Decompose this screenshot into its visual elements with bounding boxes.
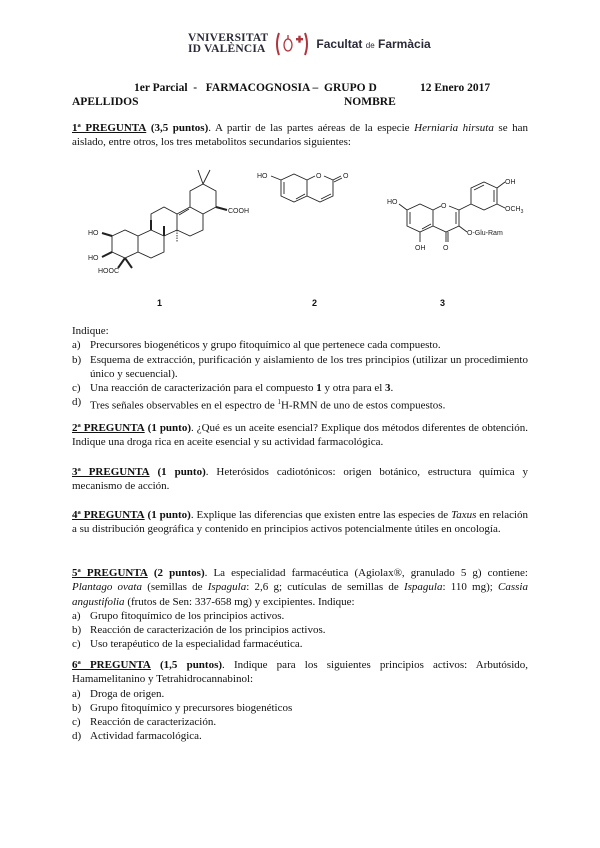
label-ho: HO [387,199,398,206]
label-o-ring: O [316,173,322,180]
university-line2: ID VALÈNCIA [188,43,266,55]
item-text: Esquema de extracción, purificación y aislamiento de los tres principios (utilizar un procedimiento único y secuencial). [90,353,528,380]
item-label: b) [72,353,82,366]
question-6-text: . Indique para los siguientes principios activos: Arbutósido, Hamamelitanino y Tetrahidrocannabinol: [72,659,529,686]
university-name [188,33,268,55]
item-label: d) [72,730,82,743]
item-text: Reacción de caracterización. [90,716,217,729]
question-1-title: 1ª PREGUNTA [72,122,147,134]
item-text-a: Tres señales observables en el espectro de [90,400,278,413]
university-logo [188,30,431,58]
task-item [72,701,528,715]
question-3-title: 3ª PREGUNTA [72,466,150,478]
item-text: Grupo fitoquímico de los principios activos. [90,609,285,622]
structure-2-number: 2 [312,298,318,308]
question-5-title: 5ª PREGUNTA [72,567,148,579]
question-4-text-a: . Explique las diferencias que existen entre las especies de [190,509,452,521]
task-item [72,609,528,623]
nombre-label: NOMBRE [344,96,396,108]
item-text-c: . [390,382,394,395]
q5-text-4: : 110 mg); [442,581,499,594]
item-label: c) [72,638,81,651]
label-o-carbonyl: O [443,245,449,252]
task-item [72,729,528,743]
question-3-text: . Heterósidos cadiotónicos: origen botánico, estructura química y mecanismo de acción. [72,466,529,493]
item-label: b) [72,624,82,637]
structure-1-number: 1 [157,298,163,308]
exam-title: 1er Parcial - FARMACOGNOSIA – GRUPO D [134,82,377,94]
faculty-name [316,37,430,51]
structure-1-triterpene [70,160,260,300]
task-item [72,623,528,637]
item-text: Grupo fitoquímico y precursores biogenéticos [90,701,293,714]
faculty-word2: de [365,41,375,50]
item-label: c) [72,382,81,395]
exam-date: 12 Enero 2017 [420,82,491,94]
structure-3-flavonol [385,168,545,278]
question-2 [72,421,528,450]
item-text-b: y otra para el [321,382,386,395]
label-o-carbonyl: O [343,173,349,180]
question-1-text-b: se han aislado, entre otros, los tres metabolitos secundarios siguientes: [72,122,529,149]
q5-text-3: : 2,6 g; cutículas de semillas de [246,581,404,594]
label-hooc: HOOC [98,268,119,275]
item-label: b) [72,701,82,714]
question-4-title: 4ª PREGUNTA [72,509,145,521]
question-1 [72,121,528,150]
apellidos-label: APELLIDOS [72,96,139,108]
faculty-crest-icon [274,31,310,57]
label-ho-1: HO [88,230,99,237]
label-cooh: COOH [228,208,249,215]
task-item [72,715,528,729]
university-line1: VNIVERSITAT [188,32,269,44]
label-o-ring: O [441,203,447,210]
label-ho: HO [257,173,268,180]
faculty-word3: Farmàcia [378,37,431,51]
label-och3: $OCH_3$ [505,206,524,215]
faculty-word1: Facultat [316,37,363,51]
question-4-points: (1 punto) [147,509,191,521]
question-3-points: (1 punto) [157,466,206,478]
question-4-text-b: en relación a su distribución geográfica y contenido en principios activos potencialmente útiles en oncología. [72,509,529,536]
question-3 [72,465,528,494]
question-1-tasks [72,324,528,413]
ispagula-1: Ispagula [207,581,247,594]
question-2-text: . ¿Qué es un aceite esencial? Explique dos métodos diferentes de obtención. Indique una droga rica en aceite esencial y su actividad farmacológica. [72,422,528,449]
item-text-a: Una reacción de caracterización para el compuesto [90,382,317,395]
compound-ref-1: 1 [316,382,322,395]
species-plantago: Plantago ovata [72,581,142,594]
item-label: a) [72,687,81,700]
label-o-glu-ram: O-Glu-Ram [467,230,503,237]
item-text: Actividad farmacológica. [90,730,202,743]
q5-text-5: (frutos de Sen: 337-658 mg) y excipientes. Indique: [124,595,355,608]
task-item [72,395,528,413]
item-text: Precursores biogenéticos y grupo fitoquímico al que pertenece cada compuesto. [90,339,441,352]
question-4 [72,508,528,537]
question-6-title: 6ª PREGUNTA [72,659,151,671]
question-6 [72,658,528,744]
compound-ref-3: 3 [385,382,391,395]
task-item [72,637,528,651]
q5-text-1: . La especialidad farmacéutica (Agiolax®, granulado 5 g) contiene: [204,567,528,579]
task-item [72,381,528,395]
item-text: Droga de origen. [90,687,165,700]
item-label: a) [72,609,81,622]
indique-label: Indique: [72,325,109,337]
structure-3-number: 3 [440,298,446,308]
item-text: Uso terapéutico de la especialidad farmacéutica. [90,638,303,651]
question-2-points: (1 punto) [147,422,191,434]
item-label: c) [72,716,81,729]
species-cassia: Cassia angustifolia [72,581,528,608]
label-oh-4p: OH [505,179,516,186]
task-item [72,687,528,701]
label-oh-5: OH [415,245,426,252]
label-ho-2: HO [88,255,99,262]
superscript: 1 [277,398,281,407]
question-5-points: (2 puntos) [153,567,205,579]
item-text: Reacción de caracterización de los principios activos. [90,624,326,637]
species-name: Herniaria hirsuta [414,122,494,134]
task-item [72,338,528,352]
q5-text-2: (semillas de [141,581,208,594]
question-2-title: 2ª PREGUNTA [72,422,145,434]
item-label: d) [72,396,82,409]
task-item [72,353,528,382]
question-5 [72,566,528,652]
structure-2-coumarin [255,168,355,228]
question-1-points: (3,5 puntos) [150,122,209,134]
question-1-text-a: . A partir de las partes aéreas de la especie [208,122,415,134]
item-label: a) [72,339,81,352]
ispagula-2: Ispagula [403,581,443,594]
genus-name: Taxus [451,509,477,521]
item-text-b: H-RMN de uno de estos compuestos. [280,400,446,413]
question-6-points: (1,5 puntos) [160,659,223,671]
